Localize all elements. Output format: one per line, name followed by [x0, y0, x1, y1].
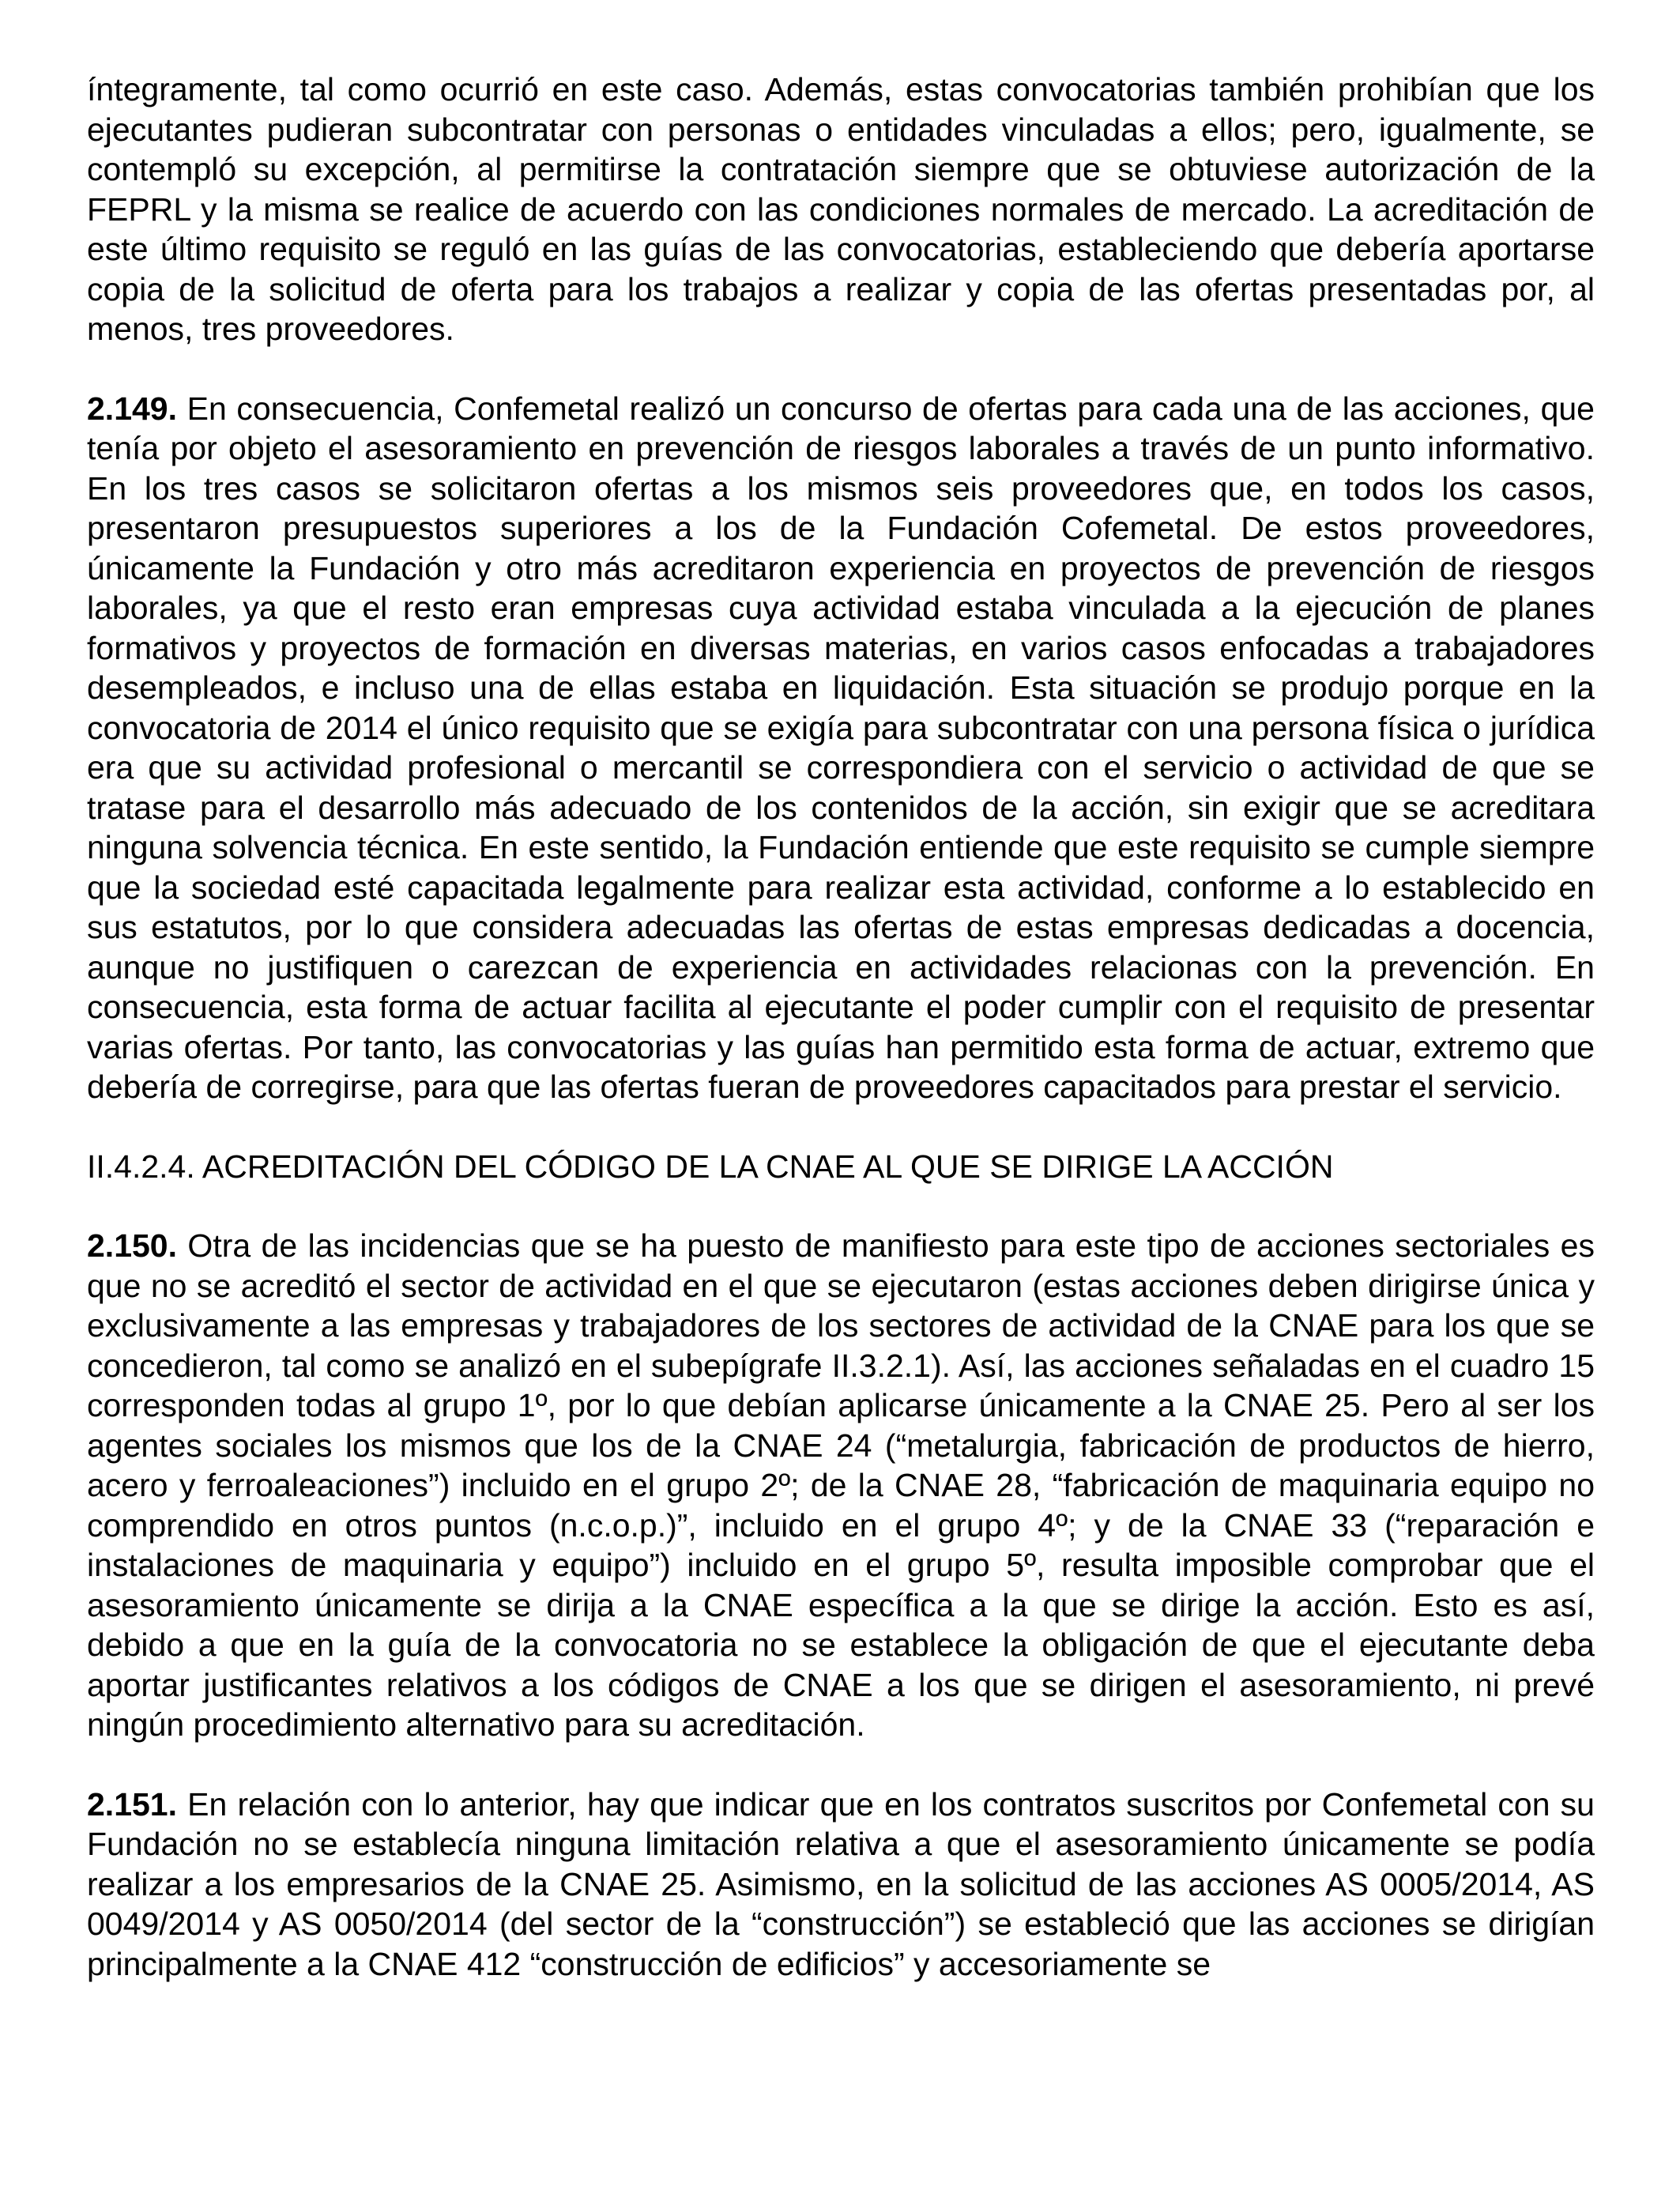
paragraph-2-151	[87, 1785, 1595, 1985]
paragraph-text: En relación con lo anterior, hay que indicar que en los contratos suscritos por Confemetal con su Fundación no se establecía ninguna limitación relativa a que el asesoramiento únicamente se podía realizar a los empresarios de la CNAE 25. Asimismo, en la solicitud de las acciones AS 0005/2014, AS 0049/2014 y AS 0050/2014 (del sector de la “construcción”) se estableció que las acciones se dirigían principalmente a la CNAE 412 “construcción de edificios” y accesoriamente se	[87, 1785, 1595, 1982]
paragraph-number: 2.151.	[87, 1785, 177, 1823]
document-page	[87, 70, 1595, 1984]
paragraph-2-150	[87, 1226, 1595, 1745]
paragraph-text: Otra de las incidencias que se ha puesto de manifiesto para este tipo de acciones sectoriales es que no se acreditó el sector de actividad en el que se ejecutaron (estas acciones deben dirigirse única y exclusivamente a las empresas y trabajadores de los sectores de actividad de la CNAE para los que se concedieron, tal como se analizó en el subepígrafe II.3.2.1). Así, las acciones señaladas en el cuadro 15 corresponden todas al grupo 1º, por lo que debían aplicarse únicamente a la CNAE 25. Pero al ser los agentes sociales los mismos que los de la CNAE 24 (“metalurgia, fabricación de productos de hierro, acero y ferroaleaciones”) incluido en el grupo 2º; de la CNAE 28, “fabricación de maquinaria equipo no comprendido en otros puntos (n.c.o.p.)”, incluido en el grupo 4º; y de la CNAE 33 (“reparación e instalaciones de maquinaria y equipo”) incluido en el grupo 5º, resulta imposible comprobar que el asesoramiento únicamente se dirija a la CNAE específica a la que se dirige la acción. Esto es así, debido a que en la guía de la convocatoria no se establece la obligación de que el ejecutante deba aportar justificantes relativos a los códigos de CNAE a los que se dirigen el asesoramiento, ni prevé ningún procedimiento alternativo para su acreditación.	[87, 1227, 1595, 1743]
paragraph-number: 2.150.	[87, 1227, 177, 1264]
paragraph-2-149	[87, 389, 1595, 1107]
paragraph-continuation	[87, 70, 1595, 349]
paragraph-text: En consecuencia, Confemetal realizó un concurso de ofertas para cada una de las acciones, que tenía por objeto el asesoramiento en prevención de riesgos laborales a través de un punto informativo. En los tres casos se solicitaron ofertas a los mismos seis proveedores que, en todos los casos, presentaron presupuestos superiores a los de la Fundación Cofemetal. De estos proveedores, únicamente la Fundación y otro más acreditaron experiencia en proyectos de prevención de riesgos laborales, ya que el resto eran empresas cuya actividad estaba vinculada a la ejecución de planes formativos y proyectos de formación en diversas materias, en varios casos enfocadas a trabajadores desempleados, e incluso una de ellas estaba en liquidación. Esta situación se produjo porque en la convocatoria de 2014 el único requisito que se exigía para subcontratar con una persona física o jurídica era que su actividad profesional o mercantil se correspondiera con el servicio o actividad de que se tratase para el desarrollo más adecuado de los contenidos de la acción, sin exigir que se acreditara ninguna solvencia técnica. En este sentido, la Fundación entiende que este requisito se cumple siempre que la sociedad esté capacitada legalmente para realizar esta actividad, conforme a lo establecido en sus estatutos, por lo que considera adecuadas las ofertas de estas empresas dedicadas a docencia, aunque no justifiquen o carezcan de experiencia en actividades relacionas con la prevención. En consecuencia, esta forma de actuar facilita al ejecutante el poder cumplir con el requisito de presentar varias ofertas. Por tanto, las convocatorias y las guías han permitido esta forma de actuar, extremo que debería de corregirse, para que las ofertas fueran de proveedores capacitados para prestar el servicio.	[87, 390, 1595, 1105]
paragraph-number: 2.149.	[87, 390, 177, 427]
section-heading: II.4.2.4. ACREDITACIÓN DEL CÓDIGO DE LA CNAE AL QUE SE DIRIGE LA ACCIÓN	[87, 1148, 1334, 1185]
paragraph-text: íntegramente, tal como ocurrió en este caso. Además, estas convocatorias también prohibían que los ejecutantes pudieran subcontratar con personas o entidades vinculadas a ellos; pero, igualmente, se contempló su excepción, al permitirse la contratación siempre que se obtuviese autorización de la FEPRL y la misma se realice de acuerdo con las condiciones normales de mercado. La acreditación de este último requisito se reguló en las guías de las convocatorias, estableciendo que debería aportarse copia de la solicitud de oferta para los trabajos a realizar y copia de las ofertas presentadas por, al menos, tres proveedores.	[87, 71, 1595, 347]
